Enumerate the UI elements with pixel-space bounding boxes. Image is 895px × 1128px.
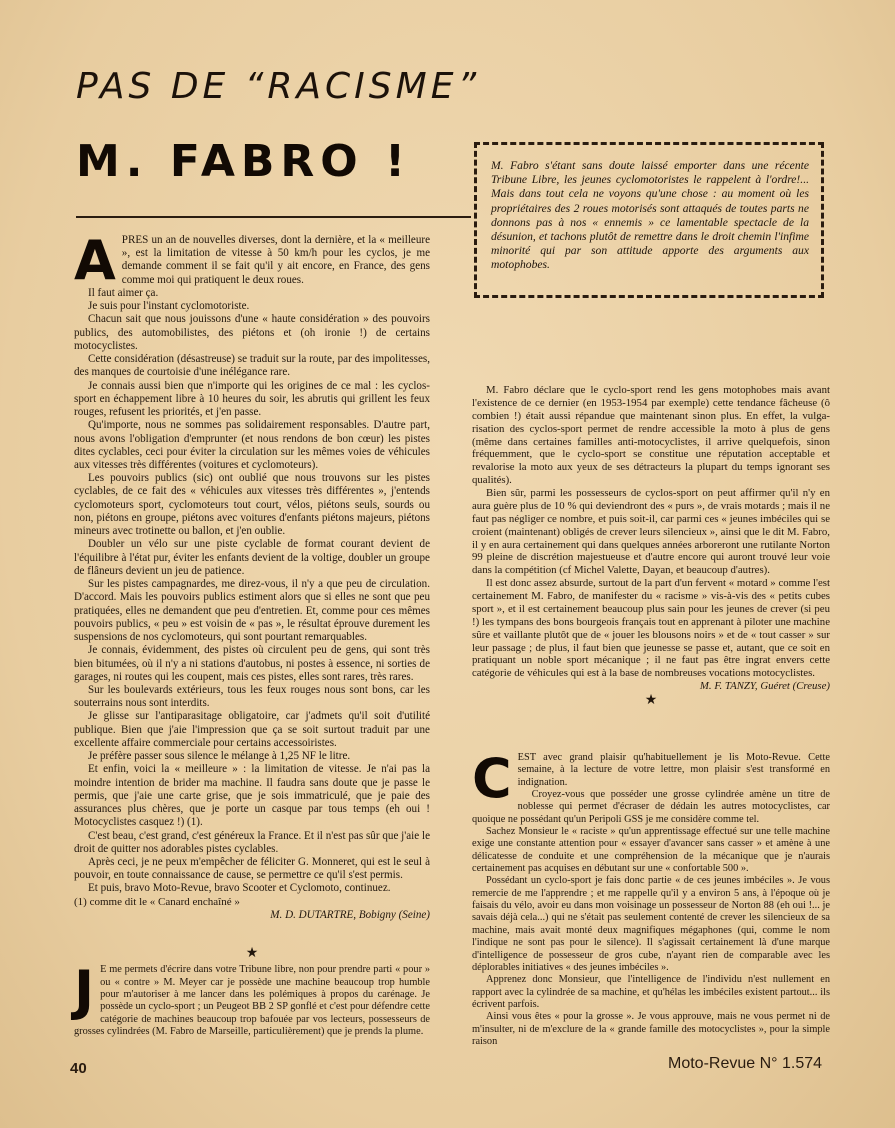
headline-rule — [76, 216, 471, 218]
letter-2-paragraph: Il est donc assez absurde, surtout de la part d'un fervent « motard » comme l'est certainement M. Fabro, de manifester du « racisme » vis-à-vis des « petits cubes sport », et il est certainement beaucoup plus sain pour les jeunes de crever (si peu !) les tympans des bons bourgeois français tout en apprenant à piloter une machine sûre et vaillante plutôt que de « jouer les blousons noirs » et de « tout casser » sur leur passage ; de plus, il faut bien que jeunesse se passe et, autant, que ce soit en pratiquant un noble sport mécanique ; il ne faut pas être ingrat envers cette catégorie de véhicules qui est à la base de nombreuses vocations motocyclistes. — [472, 577, 830, 680]
magazine-issue: Moto-Revue N° 1.574 — [668, 1055, 823, 1072]
letter-2-paragraph: M. Fabro déclare que le cyclo-sport rend les gens motophobes mais avant l'existence de ce dernier (en 1953-1954 par exemple) cette tendance fâcheuse (ô combien !) était aussi répandue que maintenant sinon plus. En effet, la vulgarisation des cyclos-sport permet de rendre accessible la moto à plus de gens (même dans certaines familles anti-motocyclistes, il arrive quelquefois, sinon fréquemment, que le cyclo-sport se constitue une réputation acceptable et revalorise la moto aux yeux de ses détracteurs la plupart du temps ignorant ses qualités). — [472, 384, 830, 487]
letter-1-paragraph: Je préfère passer sous silence le mélange à 1,25 NF le litre. — [88, 750, 351, 763]
headline-line-1: PAS DE “RACISME” — [76, 66, 481, 107]
letter-1-paragraph: C'est beau, c'est grand, c'est généreux la France. Et il n'est pas sûr que j'aie le droit de quitter nos adorables pistes cyclables. — [74, 829, 430, 855]
letter-1-paragraph: Chacun sait que nous jouissons d'une « haute considération » des pouvoirs publics, des automobilistes, des piétons et (oh ironie !) de certains motocyclistes. — [74, 313, 430, 352]
letter-1-paragraph: Sur les pistes campagnardes, me direz-vous, il n'y a que peu de circulation. D'accord. Mais les pouvoirs publics estiment alors que si elles ne sont que peu pratiquées, elles ne demandent que peu d'entretien. Et, comme pour ces mêmes pouvoirs publics, « peu » est voisin de « pas », le résultat éprouve durement les suspensions de nos cyclomoteurs, qui sont pourtant remarquables. — [74, 578, 430, 644]
letter-2-start — [74, 946, 430, 1038]
letter-2-paragraph: Bien sûr, parmi les possesseurs de cyclos-sport on peut affirmer qu'il n'y en aura guère plus de 10 % qui deviendront des « purs », de vrais motards ; mais il ne faut pas négliger ce nombre, et puis soit-il, car parmi ces « jeunes imbéciles qui se croient (maintenant) obligés de crever leurs silencieux », ainsi que le dit M. Fabro, il y en aura certainement qui dans quelques années arboreront une rutilante Norton 99 pleine de discrétion majestueuse et d'autre encore qui auront trouvé leur voie dans la compétition (cf Michel Valette, Dayan, et beaucoup d'autres). — [472, 487, 830, 577]
letter-1-paragraph: Je connais aussi bien que n'importe qui les origines de ce mal : les cyclos-sport en échappement libre à 10 heures du soir, les abrutis qui grillent les feux rouges, refusent les priorités, et j'en passe. — [74, 379, 430, 419]
letter-1-signature: M. D. DUTARTRE, Bobigny (Seine) — [270, 908, 430, 921]
letter-1-footnote: (1) comme dit le « Canard enchaîné » — [74, 895, 240, 908]
letter-2-continued — [472, 384, 830, 712]
separator-star-icon: ★ — [644, 693, 658, 708]
letter-2-signature: M. F. TANZY, Guéret (Creuse) — [699, 680, 830, 693]
letter-1-paragraph: Je suis pour l'instant cyclomotoriste. — [88, 300, 250, 313]
letter-1-paragraph: Il faut aimer ça. — [88, 286, 159, 299]
headline-line-2: M. FABRO ! — [76, 136, 412, 187]
letter-1-paragraph: Sur les boulevards extérieurs, tous les feux rouges nous sont bons, car les souterrains nous sont interdits. — [74, 683, 430, 710]
editor-note-text: M. Fabro s'étant sans doute laissé emporter dans une récente Tribune Libre, les jeunes cyclomotoristes le rappelent à l'ordre!... Mais dans tout cela ne voyons qu'une chose : au moment où les propriétaires des 2 roues motorisés sont attaqués de toutes parts ne donnons pas à nos « ennemis » ce lamentable spectacle de la désunion, et tachons plutôt de remettre dans le droit chemin l'infime minorité qui par son attitude apporte des arguments aux motophobes. — [491, 159, 809, 272]
letter-1-dropcap: A — [74, 229, 116, 292]
letter-1 — [74, 229, 430, 922]
letter-1-paragraph: Je connais, évidemment, des pistes où circulent peu de gens, qui sont très bien bitumées, où il n'y a ni stations d'autobus, ni postes à essence, ni sorties de garages, ni routes qui les coupent, mais ces pistes, elles sont rares, très rares. — [74, 644, 430, 683]
letter-3-paragraph: Croyez-vous que posséder une grosse cylindrée amène un titre de noblesse qui permet d'écraser de dédain les autres motocyclistes, car quoique ne possédant qu'un Peripoli GSS je me considère comme tel. — [472, 789, 830, 825]
letter-1-paragraph: Cette considération (désastreuse) se traduit sur la route, par des impolitesses, des manques de courtoisie d'une inélégance rare. — [74, 353, 430, 379]
letter-3-dropcap: C — [472, 747, 512, 810]
letter-3-paragraph: Sachez Monsieur le « raciste » qu'un apprentissage effectué sur une telle machine exige une constante attention pour « essayer d'avancer sans casser » et amène à une délicatesse de conduite et une compréhension de la mécanique que je n'aurais certainement pas acquises en débutant sur une « confortable 500 ». — [472, 826, 830, 875]
letter-1-paragraph: Les pouvoirs publics (sic) ont oublié que nous trouvons sur les pistes cyclables, de ce fait des « véhicules aux vitesses très différentes », j'entends cyclomoteurs sport, cyclomoteurs tout court, vélos, piétons seuls, sourds ou non, piétons en groupe, piétons avec voitures d'enfants piétons majeurs, piétons mineurs avec trotinette ou ballon, et j'en oublie. — [74, 472, 430, 538]
letter-1-paragraph: Je glisse sur l'antiparasitage obligatoire, car j'admets qu'il soit d'utilité publique. Bien que j'aie l'impression que ça se soit surtout traduit par une excellente affaire commerciale pour certains accessoiristes. — [74, 710, 430, 749]
page-number: 40 — [70, 1060, 87, 1077]
letter-1-paragraph: PRES un an de nouvelles diverses, dont la dernière, et la « meilleure », est la limitation de vitesse à 50 km/h pour les cyclos, je me demande comment il se fait qu'il y ait encore, en France, des gens comme moi qui pratiquent le deux roues. — [121, 234, 430, 286]
letter-1-paragraph: Et enfin, voici la « meilleure » : la limitation de vitesse. Je n'ai pas la moindre intention de brider ma machine. Il faudra sans doute que je passe le permis, que j'aie une carte grise, que je sois immatriculé, que je paie des assurances plus chères, que je porte un casque par tous temps (eh oui ! Motocyclistes casquez !) (1). — [74, 763, 430, 829]
letter-3-paragraph: EST avec grand plaisir qu'habituellement je lis Moto-Revue. Cette semaine, à la lecture de votre lettre, mon plaisir s'est transformé en indignation. — [517, 752, 830, 788]
letter-3-paragraph: Possédant un cyclo-sport je fais donc partie « de ces jeunes imbéciles ». Je vous remercie de me l'apprendre ; et me rappelle qu'il y a environ 5 ans, à l'époque où je faisais du vélo, avoir eu dans mon voisinage un possesseur de Norton 88 (eh oui !... je savais déjà cela...) qui ne s'était pas seulement contenté de crever les silencieux de sa machine, mais avait monté deux magnifiques mégaphones (qui, comme le nom l'indique ne sont pas pour le silence). Il s'agissait certainement là d'une marque d'intelligence de possesseur de gros cube, n'ayant rien de comparable avec les déplorables initiatives « des jeunes imbéciles ». — [472, 875, 830, 973]
editor-note-box — [474, 142, 824, 298]
letter-2-dropcap: J — [74, 959, 95, 1023]
separator-star-icon: ★ — [245, 946, 259, 961]
letter-3 — [472, 747, 830, 1048]
letter-3-paragraph: Ainsi vous êtes « pour la grosse ». Je vous approuve, mais ne vous permet ni de m'insulter, ni de m'exclure de la « grande famille des motocyclistes », pour la simple raison — [472, 1011, 830, 1047]
letter-1-paragraph: Après ceci, je ne peux m'empêcher de féliciter G. Monneret, qui est le seul à pouvoir, en toute connaissance de cause, se permettre ce qu'il s'est permis. — [74, 856, 430, 882]
letter-3-paragraph: Apprenez donc Monsieur, que l'intelligence de l'individu n'est nullement en rapport avec la cylindrée de sa machine, et qu'hélas les imbéciles existent partout... ils écrivent parfois. — [472, 974, 830, 1010]
letter-1-paragraph: Et puis, bravo Moto-Revue, bravo Scooter et Cyclomoto, continuez. — [88, 882, 391, 895]
letter-2-text: E me permets d'écrire dans votre Tribune libre, non pour prendre parti « pour » ou « contre » M. Meyer car je possède une machine beaucoup trop humble pour m'autoriser à me lancer dans les polémiques à propos du carénage. Je possède un cyclo-sport ; un Peugeot BB 2 SP gonflé et c'est pour défendre cette catégorie de machines beaucoup trop bafouée par vos lecteurs, possesseurs de grosses cylindrées (M. Fabro de Marseille, particulièrement) que je prends la plume. — [74, 964, 430, 1038]
letter-1-paragraph: Doubler un vélo sur une piste cyclable de format courant devient de l'équilibre à l'état pur, éviter les enfants devient de la voltige, doubler un groupe de flâneurs devient un jeu de patience. — [74, 538, 430, 577]
letter-1-paragraph: Qu'importe, nous ne sommes pas solidairement responsables. D'autre part, nous avons l'obligation d'emprunter (et nous rendons de bon cœur) les pistes dites cyclables, ceci pour éviter la circulation sur les mêmes voies de véhicules aux vitesses très différentes (voitures et cyclomoteurs). — [74, 419, 430, 471]
